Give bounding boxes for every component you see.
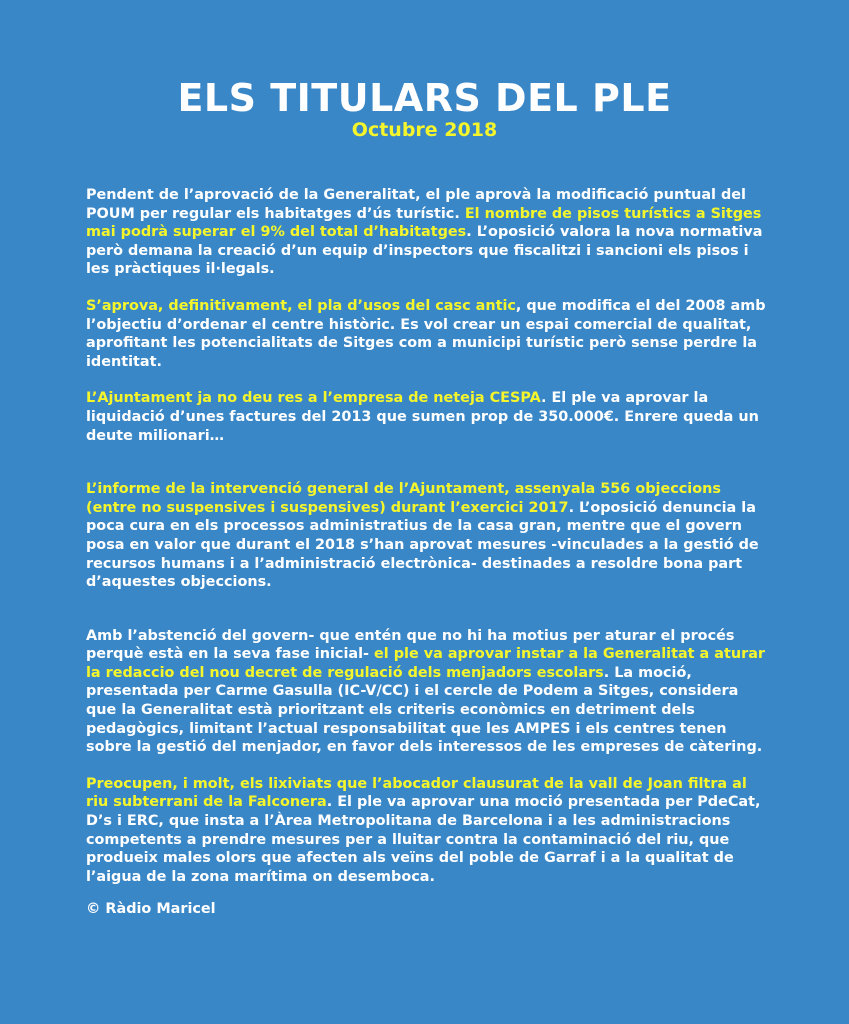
headline-paragraph-old-town-plan — [86, 297, 771, 371]
highlighted-headline: L’Ajuntament ja no deu res a l’empresa de neteja CESPA — [86, 390, 541, 407]
page-subtitle-date: Octubre 2018 — [351, 119, 498, 141]
copyright-credit: © Ràdio Maricel — [86, 901, 216, 917]
paragraph-text: . El ple va aprovar una moció presentada per PdeCat, D’s i ERC, que insta a l’Àrea Metropolitana de Barcelona i a les administracions competents a prendre mesures per a lluitar contra la contaminació del riu, que produeix males olors que afecten als veïns del poble de Garraf i a la qualitat de l’aigua de la zona marítima on desemboca. — [86, 794, 761, 885]
headline-paragraph-landfill-leachates — [86, 775, 771, 887]
page-title: ELS TITULARS DEL PLE — [177, 76, 672, 120]
headline-paragraph-school-canteens — [86, 627, 771, 757]
paragraph-text: . L’oposició denuncia la poca cura en els processos administratius de la casa gran, mentre que el govern posa en valor que durant el 2018 s’han aprovat mesures -vinculades a la gestió de recursos humans i a l’administració electrònica- destinades a resoldre bona part d’aquestes objeccions. — [86, 499, 759, 591]
paragraph-text: Amb l’abstenció del govern- que entén que no hi ha motius per aturar el procés perquè està en la seva fase inicial- — [86, 627, 735, 663]
paragraph-text: Pendent de l’aprovació de la Generalitat, el ple aprovà la modificació puntual del POUM per regular els habitatges d’ús turístic. — [86, 187, 746, 222]
highlighted-headline: el ple va aprovar instar a la Generalitat a aturar la redaccio del nou decret de regulació dels menjadors escolars — [86, 646, 766, 681]
paragraph-text: . El ple va aprovar la liquidació d’unes factures del 2013 que sumen prop de 350.000€. Enrere queda un deute milionari… — [86, 390, 759, 444]
highlighted-headline: L’informe de la intervenció general de l’Ajuntament, assenyala 556 objeccions (entre no suspensives i suspensives) durant l’exercici 2017 — [86, 481, 721, 516]
headline-paragraph-tourist-flats — [86, 186, 771, 279]
paragraph-text: . La moció, presentada per Carme Gasulla (IC-V/CC) i el cercle de Podem a Sitges, considera que la Generalitat està prioritzant els criteris econòmics en detriment dels pedagògics, limitant l’actual responsabilitat que les AMPES i els centres tenen sobre la gestió del menjador, en favor dels interessos de les empreses de càtering. — [86, 664, 763, 756]
headline-paragraph-audit-report — [86, 480, 771, 592]
paragraph-text: , que modifica el del 2008 amb l’objectiu d’ordenar el centre històric. Es vol crear un espai comercial de qualitat, aprofitant les potencialitats de Sitges com a municipi turístic però sense perdre la identitat. — [86, 297, 766, 370]
headline-paragraph-cespa-debt — [86, 389, 771, 445]
highlighted-headline: S’aprova, definitivament, el pla d’usos del casc antic — [86, 297, 516, 314]
headlines-body — [86, 186, 771, 886]
paragraph-text: . L’oposició valora la nova normativa però demana la creació d’un equip d’inspectors que fiscalitzi i sancioni els pisos i les pràctiques il·legals. — [86, 224, 763, 278]
highlighted-headline: El nombre de pisos turístics a Sitges mai podrà superar el 9% del total d’habitatges — [86, 205, 762, 241]
highlighted-headline: Preocupen, i molt, els lixiviats que l’abocador clausurat de la vall de Joan filtra al riu subterrani de la Falconera — [86, 775, 747, 811]
